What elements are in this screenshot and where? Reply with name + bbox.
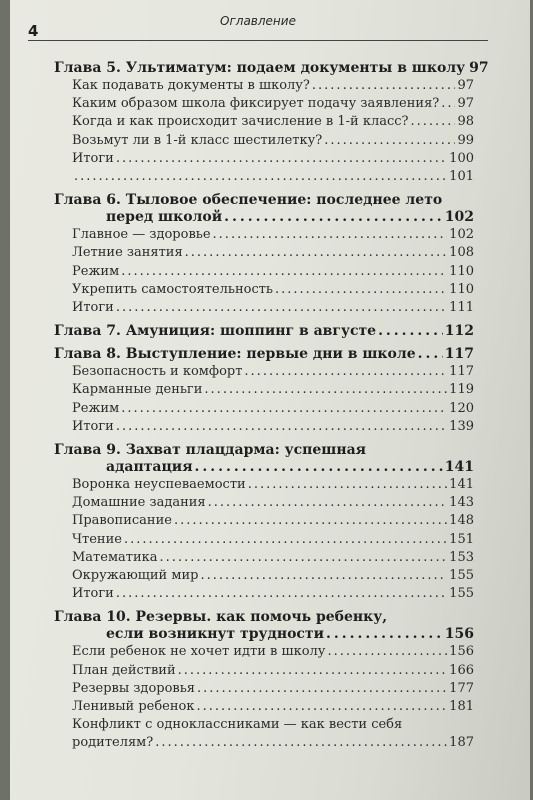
section-entry [54,363,474,381]
section-page-number: 139 [449,418,474,434]
section-page-number: 187 [449,735,474,751]
chapter-title-line [54,323,474,340]
section-page-number: 101 [449,169,474,185]
leader-dots [204,381,447,399]
section-title: Чтение [72,531,122,547]
section-entry [54,698,474,716]
leader-dots [326,626,443,643]
chapter-block [54,192,474,317]
section-title: Окружающий мир [72,568,199,584]
section-entry [54,531,474,549]
chapter-block [54,442,474,603]
leader-dots [116,585,447,603]
section-page-number: 155 [449,568,474,584]
leader-dots [116,418,447,436]
chapter-title-line [54,442,474,459]
chapter-title: перед школой [106,209,223,226]
chapter-block [54,346,474,436]
section-page-number: 119 [449,382,474,398]
section-page-number: 111 [449,300,474,316]
book-page [10,0,530,800]
section-title: Главное — здоровье [72,227,211,243]
chapter-page-number: 117 [444,346,474,363]
section-entry [54,680,474,698]
section-title: Правописание [72,513,172,529]
leader-dots [327,643,447,661]
chapter-page-number: 156 [444,626,474,643]
leader-dots [208,494,448,512]
section-page-number: 151 [449,531,474,547]
section-page-number: 148 [449,513,474,529]
section-entry [54,226,474,244]
section-entry [54,567,474,585]
running-title: Оглавление [220,14,296,28]
section-entry [54,549,474,567]
leader-dots [411,113,456,131]
section-title: Как подавать документы в школу? [72,78,310,93]
leader-dots [213,226,448,244]
leader-dots [312,77,456,95]
chapter-title-line [54,346,474,363]
chapter-block [54,609,474,752]
chapter-page-number: 97 [469,60,489,76]
leader-dots [124,531,447,549]
chapter-title-line [54,192,474,209]
section-entry [54,132,474,150]
chapter-block [54,323,474,340]
leader-dots [121,400,447,418]
leader-dots [116,150,447,168]
section-entry [54,113,474,131]
leader-dots [195,459,443,476]
section-entry [54,281,474,299]
section-title: Математика [72,549,158,565]
section-title: Режим [72,400,120,416]
section-page-number: 108 [449,245,474,261]
section-page-number: 97 [457,78,474,93]
section-title: Если ребенок не хочет идти в школу [72,644,326,660]
section-title: Воронка неуспеваемости [72,477,246,493]
section-page-number: 117 [449,364,474,380]
leader-dots [74,168,447,186]
section-page-number: 120 [449,400,474,416]
section-page-number: 153 [449,549,474,565]
chapter-title: если возникнут трудности [106,626,324,643]
section-page-number: 102 [449,227,474,243]
chapter-title-line [54,626,474,643]
leader-dots [418,346,443,363]
section-title: Укрепить самостоятельность [72,281,273,297]
section-title: Итоги [72,418,114,434]
section-page-number: 99 [457,132,474,148]
section-page-number: 181 [449,699,474,715]
chapter-title-line [54,60,489,77]
section-title: Конфликт с одноклассниками — как вести себя [72,717,403,733]
leader-dots [441,95,455,113]
section-title: Возьмут ли в 1-й класс шестилетку? [72,132,323,148]
section-title: Когда и как происходит зачисление в 1-й класс? [72,114,409,130]
chapter-title: адаптация [106,459,193,476]
leader-dots [197,680,447,698]
section-title: Карманные деньги [72,382,203,398]
section-page-number: 156 [449,644,474,660]
section-page-number: 97 [457,96,474,112]
section-page-number: 110 [449,281,474,297]
section-title: Ленивый ребенок [72,699,195,715]
chapter-title: Глава 9. Захват плацдарма: успешная [54,442,366,459]
section-entry [54,585,474,603]
section-entry [54,662,474,680]
leader-dots [378,323,443,340]
section-entry [54,299,474,317]
section-page-number: 155 [449,586,474,602]
chapter-page-number: 112 [444,323,474,340]
chapter-page-number: 102 [444,209,474,226]
section-page-number: 100 [449,150,474,166]
leader-dots [160,549,448,567]
section-entry [54,716,474,734]
leader-dots [185,244,448,262]
section-entry [54,734,474,752]
chapter-page-number: 141 [444,459,474,476]
leader-dots [275,281,447,299]
leader-dots [196,698,447,716]
page-header [28,14,488,41]
page-number: 4 [28,22,39,40]
chapter-title: Глава 6. Тыловое обеспечение: последнее лето [54,192,443,209]
leader-dots [174,512,447,530]
section-page-number: 143 [449,495,474,511]
chapter-title: Глава 10. Резервы. как помочь ребенку, [54,609,388,626]
leader-dots [116,299,447,317]
section-title: Режим [72,263,120,279]
section-entry [54,263,474,281]
section-entry [54,418,474,436]
chapter-title-line [54,209,474,226]
table-of-contents [54,60,489,759]
section-title: Итоги [72,300,114,316]
leader-dots [178,662,448,680]
section-title: Итоги [72,150,114,166]
leader-dots [121,263,447,281]
section-entry [54,168,474,186]
section-entry [54,512,474,530]
section-page-number: 98 [457,114,474,130]
section-entry [54,494,474,512]
section-entry [54,643,474,661]
section-page-number: 141 [449,477,474,493]
section-entry [54,244,474,262]
leader-dots [155,734,447,752]
chapter-title-line [54,609,474,626]
section-page-number: 166 [449,662,474,678]
leader-dots [324,132,455,150]
section-title: Летние занятия [72,245,183,261]
section-entry [54,150,474,168]
section-entry [54,476,474,494]
section-title: Каким образом школа фиксирует подачу заявления? [72,96,440,112]
section-entry [54,381,474,399]
chapter-block [54,60,489,186]
section-page-number: 177 [449,680,474,696]
chapter-title: Глава 7. Амуниция: шоппинг в августе [54,323,377,340]
section-title: Безопасность и комфорт [72,364,243,380]
chapter-title: Глава 8. Выступление: первые дни в школе [54,346,416,363]
section-entry [54,400,474,418]
section-title: Домашние задания [72,495,206,511]
section-entry [54,77,474,95]
leader-dots [244,363,447,381]
leader-dots [224,209,443,226]
chapter-title: Глава 5. Ультиматум: подаем документы в школу [54,60,466,76]
section-title: Резервы здоровья [72,680,196,696]
section-title: Итоги [72,586,114,602]
section-title: План действий [72,662,176,678]
chapter-title-line [54,459,474,476]
leader-dots [248,476,447,494]
section-entry [54,95,474,113]
section-title: родителям? [72,735,154,751]
leader-dots [200,567,447,585]
section-page-number: 110 [449,263,474,279]
